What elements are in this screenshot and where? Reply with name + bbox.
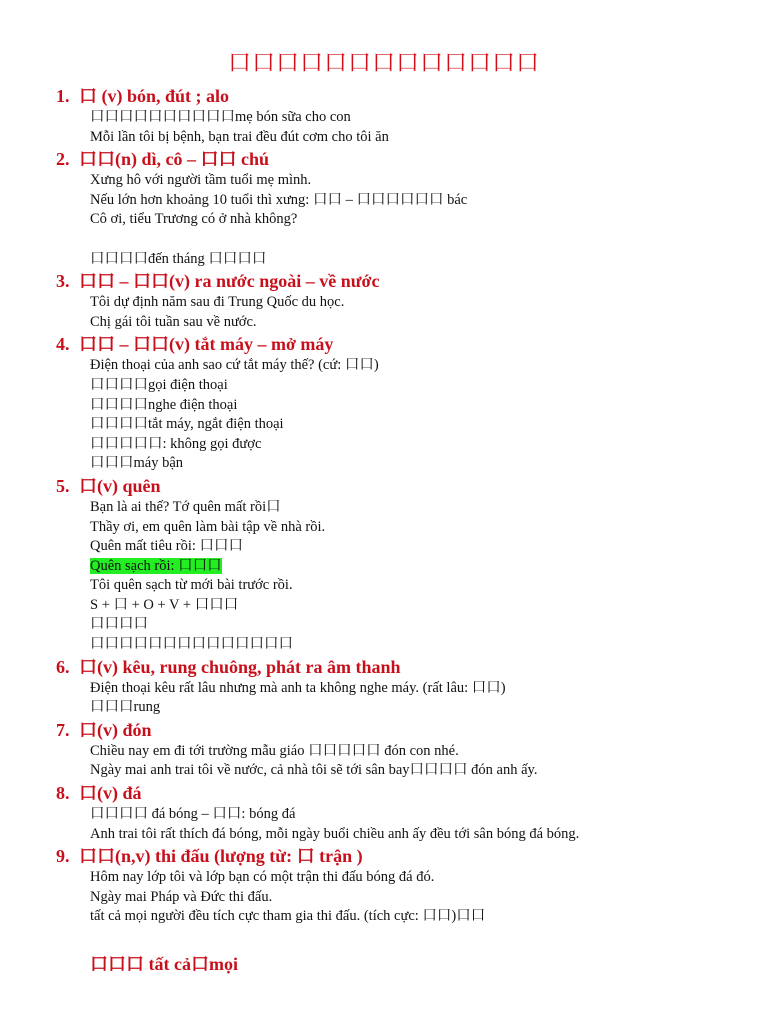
vocab-term: 口口 – 口口(v) tắt máy – mở máy bbox=[79, 334, 334, 355]
example-line bbox=[0, 596, 768, 616]
vocab-entry bbox=[0, 332, 768, 474]
vocab-term: 口口(n) dì, cô – 口口 chú bbox=[79, 149, 270, 170]
example-line bbox=[0, 313, 768, 333]
vocab-entry bbox=[0, 269, 768, 332]
vocab-term: 口(v) đá bbox=[79, 783, 142, 804]
vocab-heading bbox=[0, 84, 768, 108]
example-line bbox=[0, 537, 768, 557]
vocab-heading bbox=[0, 781, 768, 805]
entry-number: 6. bbox=[56, 656, 70, 677]
example-text: tất cả mọi người đều tích cực tham gia thi đấu. (tích cực: 口口)口口 bbox=[90, 908, 486, 925]
vocab-term: 口(v) kêu, rung chuông, phát ra âm thanh bbox=[79, 656, 401, 677]
example-text: Điện thoại kêu rất lâu nhưng mà anh ta không nghe máy. (rất lâu: 口口) bbox=[90, 679, 506, 696]
example-text: Quên mất tiêu rồi: 口口口 bbox=[90, 538, 244, 555]
example-line bbox=[0, 635, 768, 655]
example-text: Hôm nay lớp tôi và lớp bạn có một trận thi đấu bóng đá đó. bbox=[90, 869, 435, 886]
example-line bbox=[0, 376, 768, 396]
entry-number: 4. bbox=[56, 334, 70, 355]
vocab-entry bbox=[0, 655, 768, 718]
highlighted-text: Quên sạch rồi: 口口口 bbox=[90, 557, 222, 574]
example-line bbox=[0, 805, 768, 825]
trailing-heading: 口口口 tất cả口mọi bbox=[90, 954, 238, 974]
example-line bbox=[0, 435, 768, 455]
example-text: 口口口口 đá bóng – 口口: bóng đá bbox=[90, 806, 296, 823]
example-text: 口口口máy bận bbox=[90, 455, 184, 472]
vocab-term: 口 (v) bón, đút ; alo bbox=[79, 86, 230, 106]
vocab-entry bbox=[0, 474, 768, 655]
example-line bbox=[0, 128, 768, 148]
vocab-heading bbox=[0, 844, 768, 868]
example-text: Ngày mai Pháp và Đức thi đấu. bbox=[90, 888, 273, 905]
example-text: Nếu lớn hơn khoảng 10 tuổi thì xưng: 口口 – 口口口口口口 bác bbox=[90, 191, 468, 208]
example-line bbox=[0, 576, 768, 596]
vocab-entry bbox=[0, 844, 768, 927]
example-text: Bạn là ai thế? Tớ quên mất rồi口 bbox=[90, 498, 281, 515]
example-line bbox=[0, 250, 768, 270]
example-line bbox=[0, 679, 768, 699]
vocab-entry bbox=[0, 84, 768, 147]
example-line bbox=[0, 825, 768, 845]
example-text: Tôi dự định năm sau đi Trung Quốc du học. bbox=[90, 294, 345, 311]
example-line bbox=[0, 868, 768, 888]
entry-number: 9. bbox=[56, 846, 70, 867]
example-line bbox=[0, 907, 768, 927]
example-line bbox=[0, 171, 768, 191]
example-line bbox=[0, 761, 768, 781]
example-line bbox=[0, 191, 768, 211]
example-text: 口口口口nghe điện thoại bbox=[90, 396, 238, 413]
entry-number: 3. bbox=[56, 271, 70, 292]
example-line bbox=[0, 518, 768, 538]
example-line bbox=[0, 557, 768, 577]
vocab-term: 口口 – 口口(v) ra nước ngoài – về nước bbox=[79, 271, 380, 292]
entry-number: 1. bbox=[56, 86, 70, 106]
example-text: Ngày mai anh trai tôi về nước, cả nhà tôi sẽ tới sân bay口口口口 đón anh ấy. bbox=[90, 762, 538, 779]
example-line bbox=[0, 230, 768, 250]
vocab-term: 口(v) đón bbox=[79, 719, 152, 740]
vocab-entry bbox=[0, 718, 768, 781]
example-line bbox=[0, 210, 768, 230]
vocab-heading bbox=[0, 147, 768, 171]
example-text: Thầy ơi, em quên làm bài tập về nhà rồi. bbox=[90, 518, 326, 535]
example-text: 口口口口 bbox=[90, 616, 148, 633]
vocab-entry bbox=[0, 147, 768, 269]
example-line bbox=[0, 454, 768, 474]
vocab-term: 口口(n,v) thi đấu (lượng từ: 口 trận ) bbox=[79, 846, 363, 867]
example-text: Chiều nay em đi tới trường mẫu giáo 口口口口口 đón con nhé. bbox=[90, 742, 459, 759]
example-text: 口口口口口口口口口口口口口口 bbox=[90, 636, 293, 653]
example-text: Tôi quên sạch từ mới bài trước rồi. bbox=[90, 577, 293, 594]
example-line bbox=[0, 698, 768, 718]
vocab-heading bbox=[0, 332, 768, 356]
vocab-heading bbox=[0, 269, 768, 293]
example-line bbox=[0, 888, 768, 908]
example-line bbox=[0, 415, 768, 435]
entry-number: 7. bbox=[56, 719, 70, 740]
example-text: 口口口口tắt máy, ngắt điện thoại bbox=[90, 416, 284, 433]
example-line bbox=[0, 498, 768, 518]
vocab-term: 口(v) quên bbox=[79, 475, 161, 496]
example-line bbox=[0, 615, 768, 635]
entry-number: 2. bbox=[56, 149, 70, 170]
example-text: 口口口rung bbox=[90, 699, 161, 716]
example-text: 口口口口đến tháng 口口口口 bbox=[90, 250, 267, 267]
entry-number: 5. bbox=[56, 475, 70, 496]
example-text: S + 口 + O + V + 口口口 bbox=[90, 596, 239, 613]
page-title: 口口口口口口口口口口口口口 bbox=[228, 50, 540, 75]
example-text: 口口口口gọi điện thoại bbox=[90, 376, 228, 393]
example-line bbox=[0, 356, 768, 376]
vocabulary-list bbox=[0, 84, 768, 927]
example-line bbox=[0, 108, 768, 128]
vocab-heading bbox=[0, 718, 768, 742]
example-line bbox=[0, 742, 768, 762]
entry-number: 8. bbox=[56, 783, 70, 804]
example-text: 口口口口口: không gọi được bbox=[90, 435, 262, 452]
example-text: Mỗi lần tôi bị bệnh, bạn trai đều đút cơm cho tôi ăn bbox=[90, 128, 389, 145]
example-line bbox=[0, 396, 768, 416]
vocab-heading bbox=[0, 655, 768, 679]
example-text: Cô ơi, tiểu Trương có ở nhà không? bbox=[90, 211, 298, 228]
example-text: 口口口口口口口口口口mẹ bón sữa cho con bbox=[90, 109, 351, 125]
example-text: Điện thoại của anh sao cứ tắt máy thế? (cứ: 口口) bbox=[90, 357, 379, 374]
example-text: Chị gái tôi tuần sau về nước. bbox=[90, 313, 257, 330]
example-text: Xưng hô với người tầm tuổi mẹ mình. bbox=[90, 172, 312, 189]
example-line bbox=[0, 293, 768, 313]
vocab-entry bbox=[0, 781, 768, 844]
example-text: Anh trai tôi rất thích đá bóng, mỗi ngày buổi chiều anh ấy đều tới sân bóng đá bóng. bbox=[90, 825, 580, 842]
vocab-heading bbox=[0, 474, 768, 498]
